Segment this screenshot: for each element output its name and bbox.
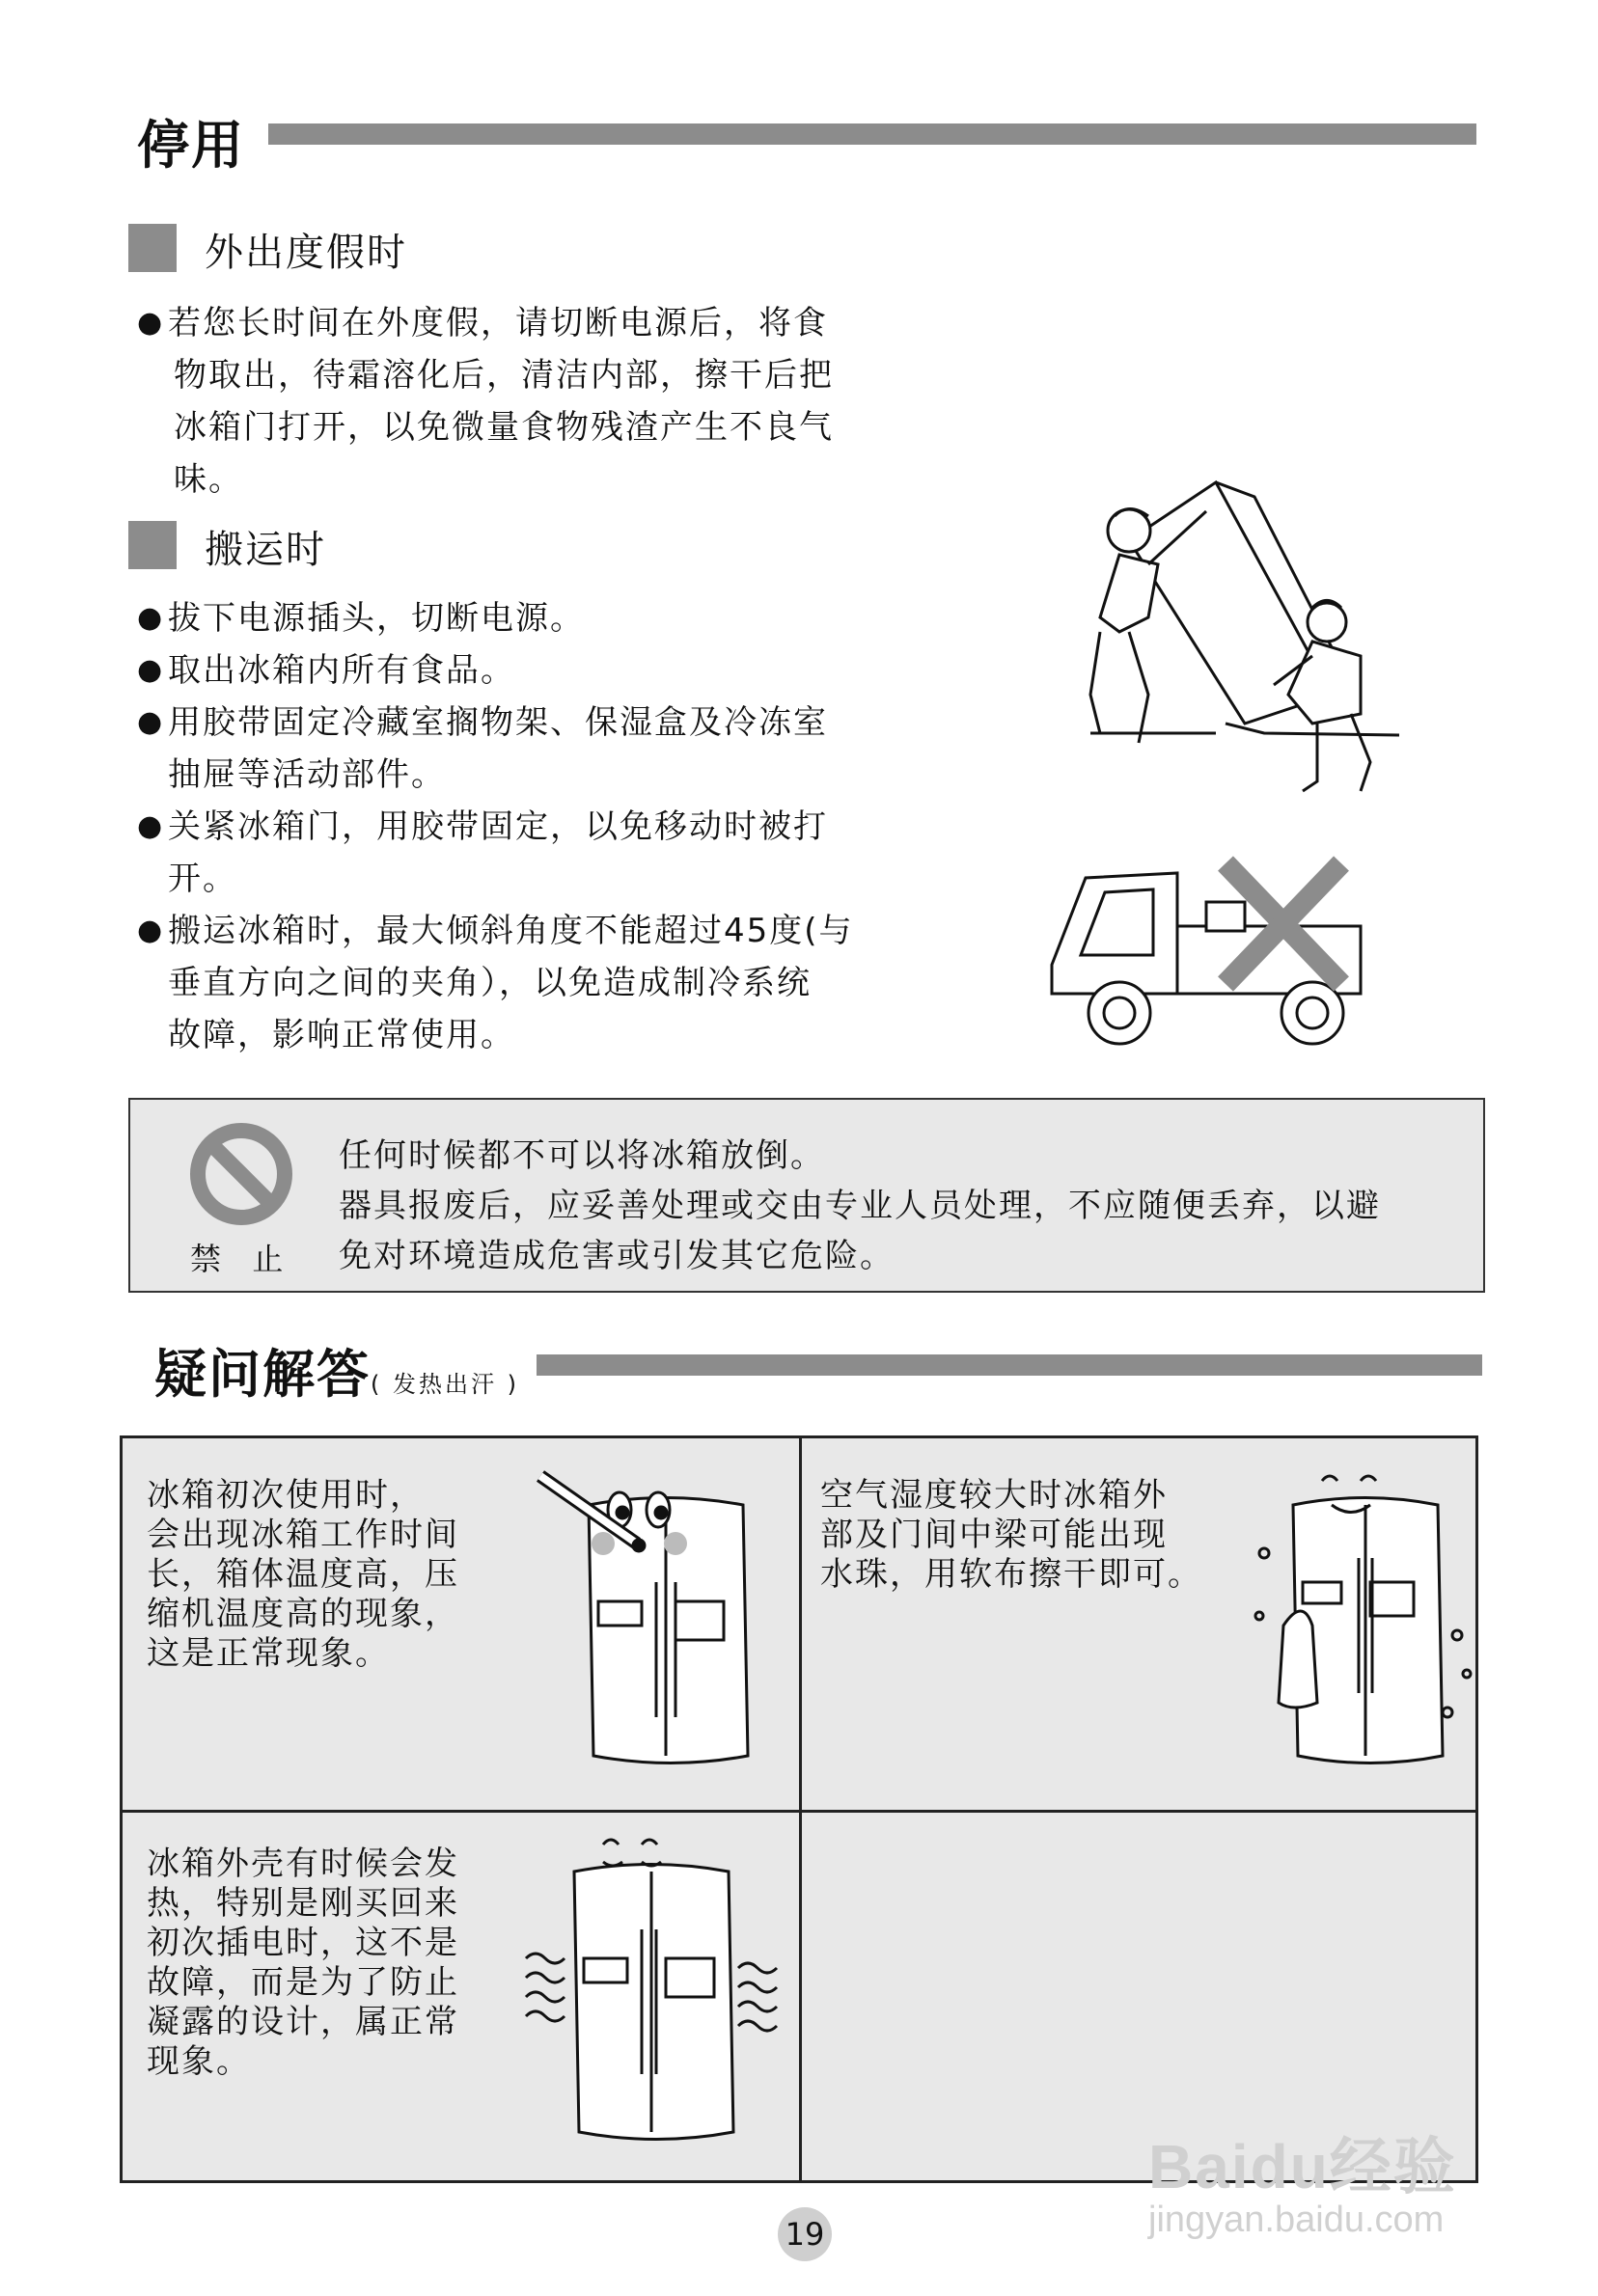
subsection-marker xyxy=(128,224,177,272)
faq-title: 疑问解答 xyxy=(154,1344,371,1405)
cell-line: 缩机温度高的现象， xyxy=(147,1595,459,1633)
vacation-line: ● 若您长时间在外度假，请切断电源后，将食 xyxy=(137,297,870,349)
subsection-title-moving: 搬运时 xyxy=(205,528,326,572)
cell-line: 冰箱外壳有时候会发 xyxy=(147,1845,459,1883)
moving-item: ● 取出冰箱内所有食品。 xyxy=(137,644,870,697)
vacation-paragraph xyxy=(137,297,870,506)
subsection-marker xyxy=(128,521,177,569)
cell-line: 部及门间中梁可能出现 xyxy=(820,1516,1168,1554)
moving-item: ● 关紧冰箱门，用胶带固定，以免移动时被打 xyxy=(137,801,870,853)
warning-text xyxy=(339,1131,1468,1281)
cell-line: 故障，而是为了防止 xyxy=(147,1963,459,2002)
vacation-line: 味。 xyxy=(174,460,243,499)
subsection-title-vacation: 外出度假时 xyxy=(205,231,407,275)
moving-item-cont: 抽屉等活动部件。 xyxy=(168,755,446,794)
moving-list xyxy=(137,592,870,1061)
vacation-line: 物取出，待霜溶化后，清洁内部，擦干后把 xyxy=(174,356,834,395)
warning-line: 免对环境造成危害或引发其它危险。 xyxy=(339,1237,895,1275)
section-rule xyxy=(537,1354,1482,1376)
cell-line: 凝露的设计，属正常 xyxy=(147,2003,459,2041)
moving-item-cont: 故障，影响正常使用。 xyxy=(168,1016,515,1054)
cell-line: 热，特别是刚买回来 xyxy=(147,1884,459,1923)
cell-line: 冰箱初次使用时， xyxy=(147,1476,425,1515)
faq-cell-text xyxy=(820,1476,1226,1595)
moving-item-cont: 垂直方向之间的夹角），以免造成制冷系统 xyxy=(168,964,812,1002)
grid-divider xyxy=(120,1810,1478,1813)
faq-cell-text xyxy=(147,1845,513,2082)
section-rule xyxy=(268,123,1476,145)
moving-item: ● 拔下电源插头，切断电源。 xyxy=(137,592,870,644)
moving-item: ● 用胶带固定冷藏室搁物架、保湿盒及冷冻室 xyxy=(137,697,870,749)
prohibit-label: 禁 止 xyxy=(190,1241,288,1277)
baidu-watermark: Baidu经验 xyxy=(1148,2132,1457,2201)
prohibit-icon xyxy=(188,1121,294,1227)
faq-cell-text xyxy=(147,1476,494,1674)
baidu-watermark-url: jingyan.baidu.com xyxy=(1148,2200,1445,2240)
cell-line: 长，箱体温度高，压 xyxy=(147,1555,459,1594)
warm-fridge-illustration xyxy=(521,1833,782,2161)
moving-item-cont: 开。 xyxy=(168,860,237,898)
carrying-fridge-illustration xyxy=(1081,473,1409,810)
faq-subtitle: ( 发热出汗 ) xyxy=(371,1371,519,1398)
section-title-faq xyxy=(154,1333,519,1408)
hot-fridge-illustration xyxy=(531,1466,753,1785)
cell-line: 初次插电时，这不是 xyxy=(147,1924,459,1962)
truck-prohibited-illustration xyxy=(1033,849,1380,1071)
cell-line: 水珠，用软布擦干即可。 xyxy=(820,1555,1202,1594)
cell-line: 这是正常现象。 xyxy=(147,1634,390,1673)
section-title-stop-use: 停用 xyxy=(137,115,245,176)
moving-item: ● 搬运冰箱时，最大倾斜角度不能超过45度(与 xyxy=(137,905,870,957)
vacation-line: 冰箱门打开，以免微量食物残渣产生不良气 xyxy=(174,408,834,447)
sweating-fridge-illustration xyxy=(1226,1462,1476,1780)
page-number: 19 xyxy=(778,2207,832,2261)
warning-line: 器具报废后，应妥善处理或交由专业人员处理，不应随便丢弃，以避 xyxy=(339,1187,1381,1225)
cell-line: 现象。 xyxy=(147,2042,251,2081)
warning-line: 任何时候都不可以将冰箱放倒。 xyxy=(339,1136,825,1175)
warning-box xyxy=(128,1098,1485,1293)
cell-line: 会出现冰箱工作时间 xyxy=(147,1516,459,1554)
cell-line: 空气湿度较大时冰箱外 xyxy=(820,1476,1168,1515)
